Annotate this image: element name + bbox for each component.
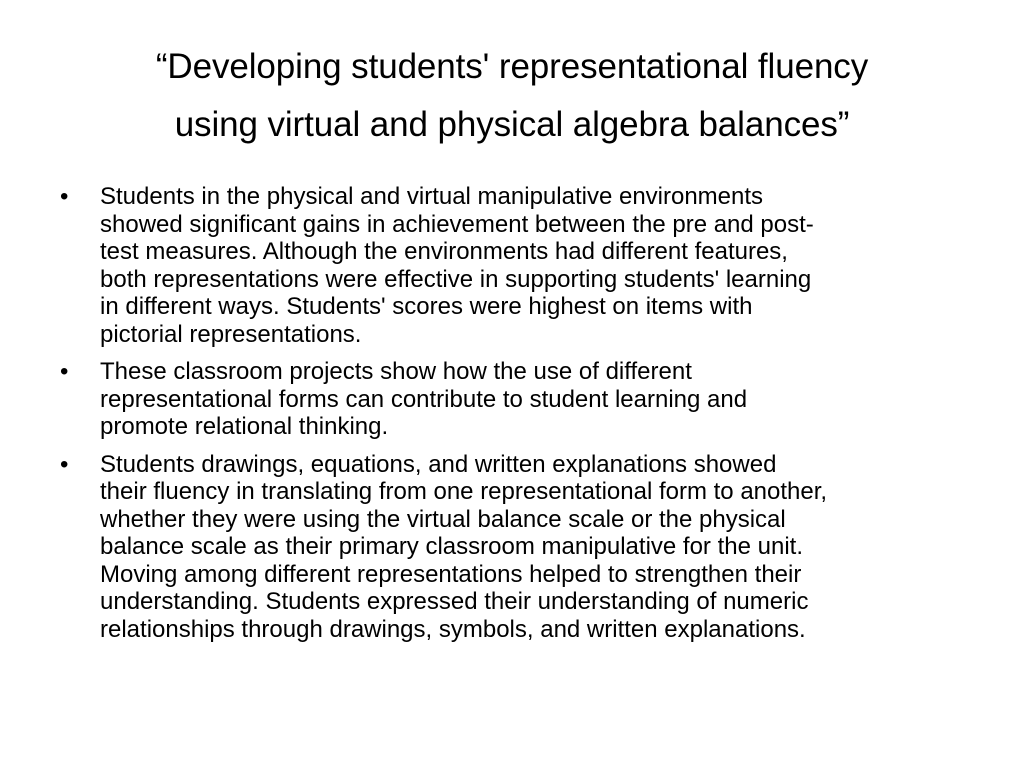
bullet-text-line: pictorial representations. [100,320,362,348]
bullet-text-line: in different ways. Students' scores were highest on items with [100,293,753,320]
bullet-text-line: relationships through drawings, symbols, and written explanations. [100,615,806,643]
bullet-text-line: understanding. Students expressed their understanding of numeric [100,588,809,615]
bullet-text [100,183,980,348]
bullet-list [60,183,980,653]
bullet-icon: • [60,183,69,210]
bullet-text-line: Students in the physical and virtual manipulative environments [100,183,764,210]
slide-title [60,38,964,154]
bullet-text-line: representational forms can contribute to student learning and [100,385,748,413]
bullet-icon: • [60,358,69,385]
bullet-text-line: both representations were effective in supporting students' learning [100,265,812,293]
bullet-text [100,451,980,644]
title-line: using virtual and physical algebra balances” [174,105,850,144]
bullet-text-line: whether they were using the virtual balance scale or the physical [100,505,786,533]
bullet-text-line: These classroom projects show how the use of different [100,358,692,385]
bullet-icon: • [60,450,69,478]
bullet-text-line: Moving among different representations helped to strengthen their [100,560,802,588]
bullet-item [60,183,980,348]
bullet-text [100,358,980,441]
bullet-text-line: balance scale as their primary classroom manipulative for the unit. [100,533,803,560]
bullet-text-line: showed significant gains in achievement between the pre and post- [100,210,814,238]
bullet-text-line: their fluency in translating from one representational form to another, [100,478,828,505]
bullet-text-line: Students drawings, equations, and written explanations showed [100,450,777,478]
bullet-text-line: promote relational thinking. [100,413,389,440]
bullet-item [60,451,980,644]
title-line: “Developing students' representational fluency [155,47,869,86]
bullet-text-line: test measures. Although the environments had different features, [100,238,788,265]
bullet-item [60,358,980,441]
